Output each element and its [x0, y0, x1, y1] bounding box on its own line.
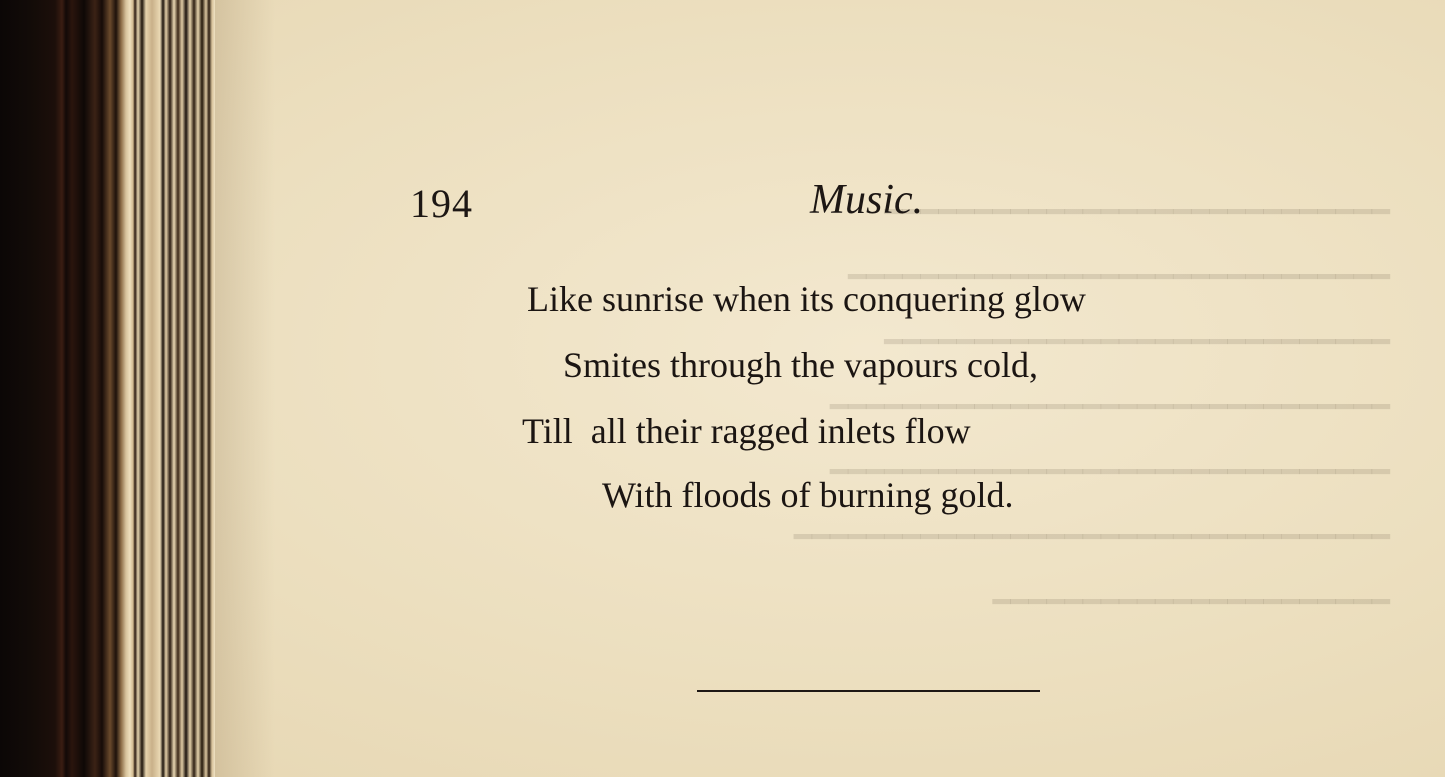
- bleed-through-texture: ━━━━━━━━━━━━━━━━━━━━━━━━━━━━ ━━━━━━━━━━━━━━━━━━━━━━━━━━━━━━ ━━━━━━━━━━━━━━━━━━━━━━━━━━━━ ━━━━━━━━━━━━━━━━━━━━━━━━━━━━━━━ ━━━━━━━━━━━━━━━━━━━━━━━━━━━━━━━ ━━━━━━━━━━━━━━━━━━━━━━━━━━━━━━━━━ ━━━━━━━━━━━━━━━━━━━━━━: [793, 195, 1390, 620]
- poem-line: Smites through the vapours cold,: [563, 345, 1038, 385]
- poem-line: Like sunrise when its conquering glow: [527, 279, 1086, 319]
- running-title: Music.: [810, 177, 924, 223]
- book-binding-edge: [0, 0, 215, 777]
- gutter-shadow: [215, 0, 275, 777]
- poem-line: With floods of burning gold.: [602, 475, 1014, 515]
- page-number: 194: [410, 181, 473, 226]
- poem-line: Till all their ragged inlets flow: [522, 411, 971, 451]
- section-divider-rule: [697, 690, 1040, 692]
